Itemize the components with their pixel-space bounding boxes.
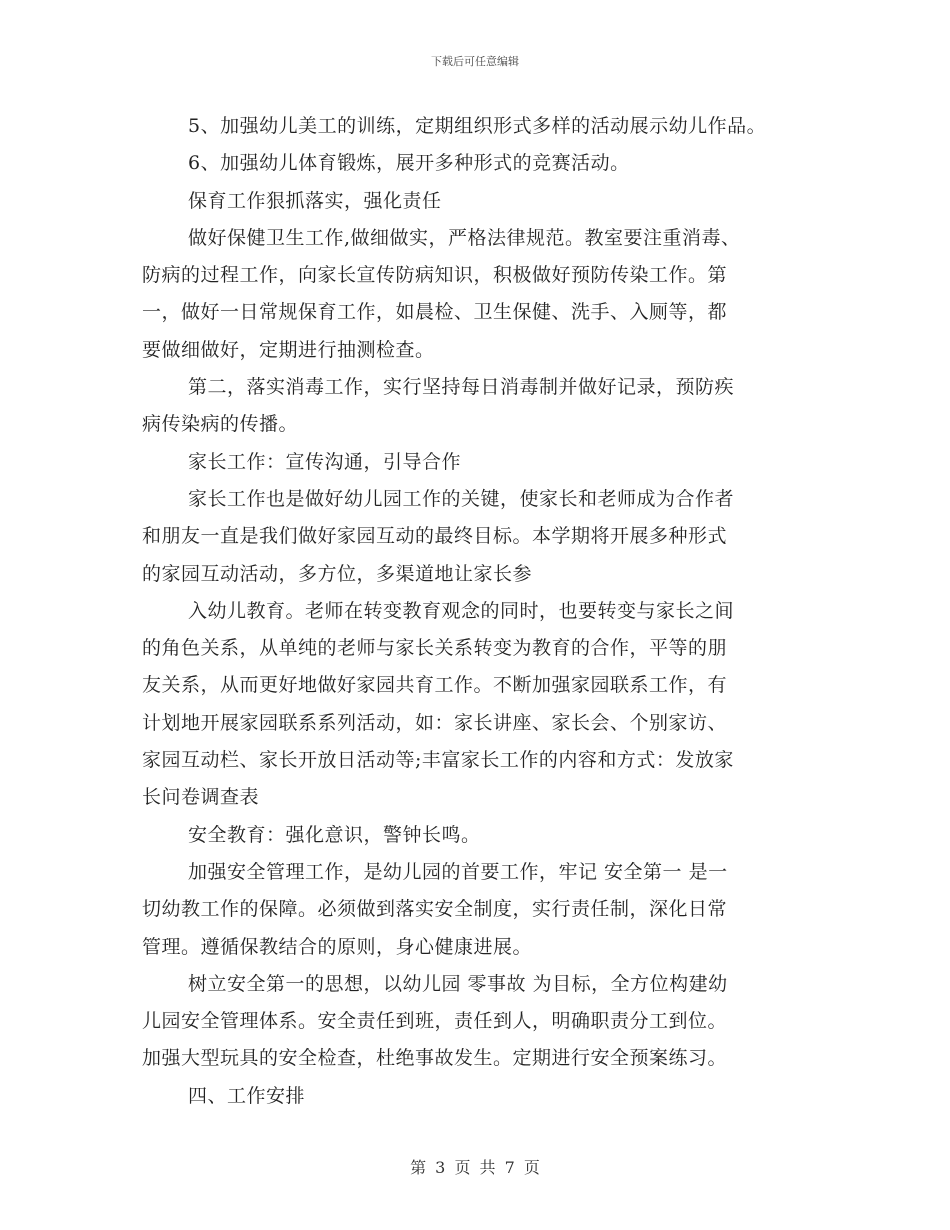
text-line: 树立安全第一的思想，以幼儿园 零事故 为目标，全方位构建幼 <box>188 972 728 995</box>
text-line: 加强安全管理工作，是幼儿园的首要工作，牢记 安全第一 是一 <box>188 860 728 883</box>
text-line: 切幼教工作的保障。必须做到落实安全制度，实行责任制，深化日常 <box>142 898 728 921</box>
text-line: 管理。遵循保教结合的原则，身心健康进展。 <box>142 935 533 958</box>
text-line: 安全教育：强化意识，警钟长鸣。 <box>188 823 481 846</box>
text-line: 防病的过程工作，向家长宣传防病知识，积极做好预防传染工作。第 <box>142 264 728 287</box>
text-line: 入幼儿教育。老师在转变教育观念的同时，也要转变与家长之间 <box>188 599 735 622</box>
text-line: 家长工作也是做好幼儿园工作的关键，使家长和老师成为合作者 <box>188 487 735 510</box>
text-line: 的家园互动活动，多方位，多渠道地让家长参 <box>142 562 533 585</box>
text-line: 家长工作：宣传沟通，引导合作 <box>188 450 462 473</box>
text-line: 保育工作狠抓落实，强化责任 <box>188 189 442 212</box>
text-line: 5、加强幼儿美工的训练，定期组织形式多样的活动展示幼儿作品。 <box>188 115 767 137</box>
text-line: 病传染病的传播。 <box>142 413 299 436</box>
document-body <box>142 108 822 1115</box>
text-line: 6、加强幼儿体育锻炼，展开多种形式的竞赛活动。 <box>188 152 630 175</box>
text-line: 四、工作安排 <box>188 1084 306 1107</box>
text-line: 家园互动栏、家长开放日活动等;丰富家长工作的内容和方式：发放家 <box>142 749 734 772</box>
text-line: 儿园安全管理体系。安全责任到班，责任到人，明确职责分工到位。 <box>142 1010 728 1033</box>
page-footer: 第 3 页 共 7 页 <box>410 1158 540 1177</box>
page-header: 下载后可任意编辑 <box>431 55 519 68</box>
text-line: 第二，落实消毒工作，实行坚持每日消毒制并做好记录，预防疾 <box>188 376 735 399</box>
text-line: 长问卷调查表 <box>142 786 260 809</box>
text-line: 和朋友一直是我们做好家园互动的最终目标。本学期将开展多种形式 <box>142 525 728 548</box>
text-line: 友关系，从而更好地做好家园共育工作。不断加强家园联系工作，有 <box>142 674 728 697</box>
text-line: 一，做好一日常规保育工作，如晨检、卫生保健、洗手、入厕等，都 <box>142 301 728 324</box>
text-line: 做好保健卫生工作,做细做实，严格法律规范。教室要注重消毒、 <box>188 226 741 249</box>
text-line: 的角色关系，从单纯的老师与家长关系转变为教育的合作，平等的朋 <box>142 637 728 660</box>
text-line: 要做细做好，定期进行抽测检查。 <box>142 338 435 361</box>
text-line: 计划地开展家园联系系列活动，如：家长讲座、家长会、个别家访、 <box>142 711 728 734</box>
text-line: 加强大型玩具的安全检查，杜绝事故发生。定期进行安全预案练习。 <box>142 1047 728 1070</box>
